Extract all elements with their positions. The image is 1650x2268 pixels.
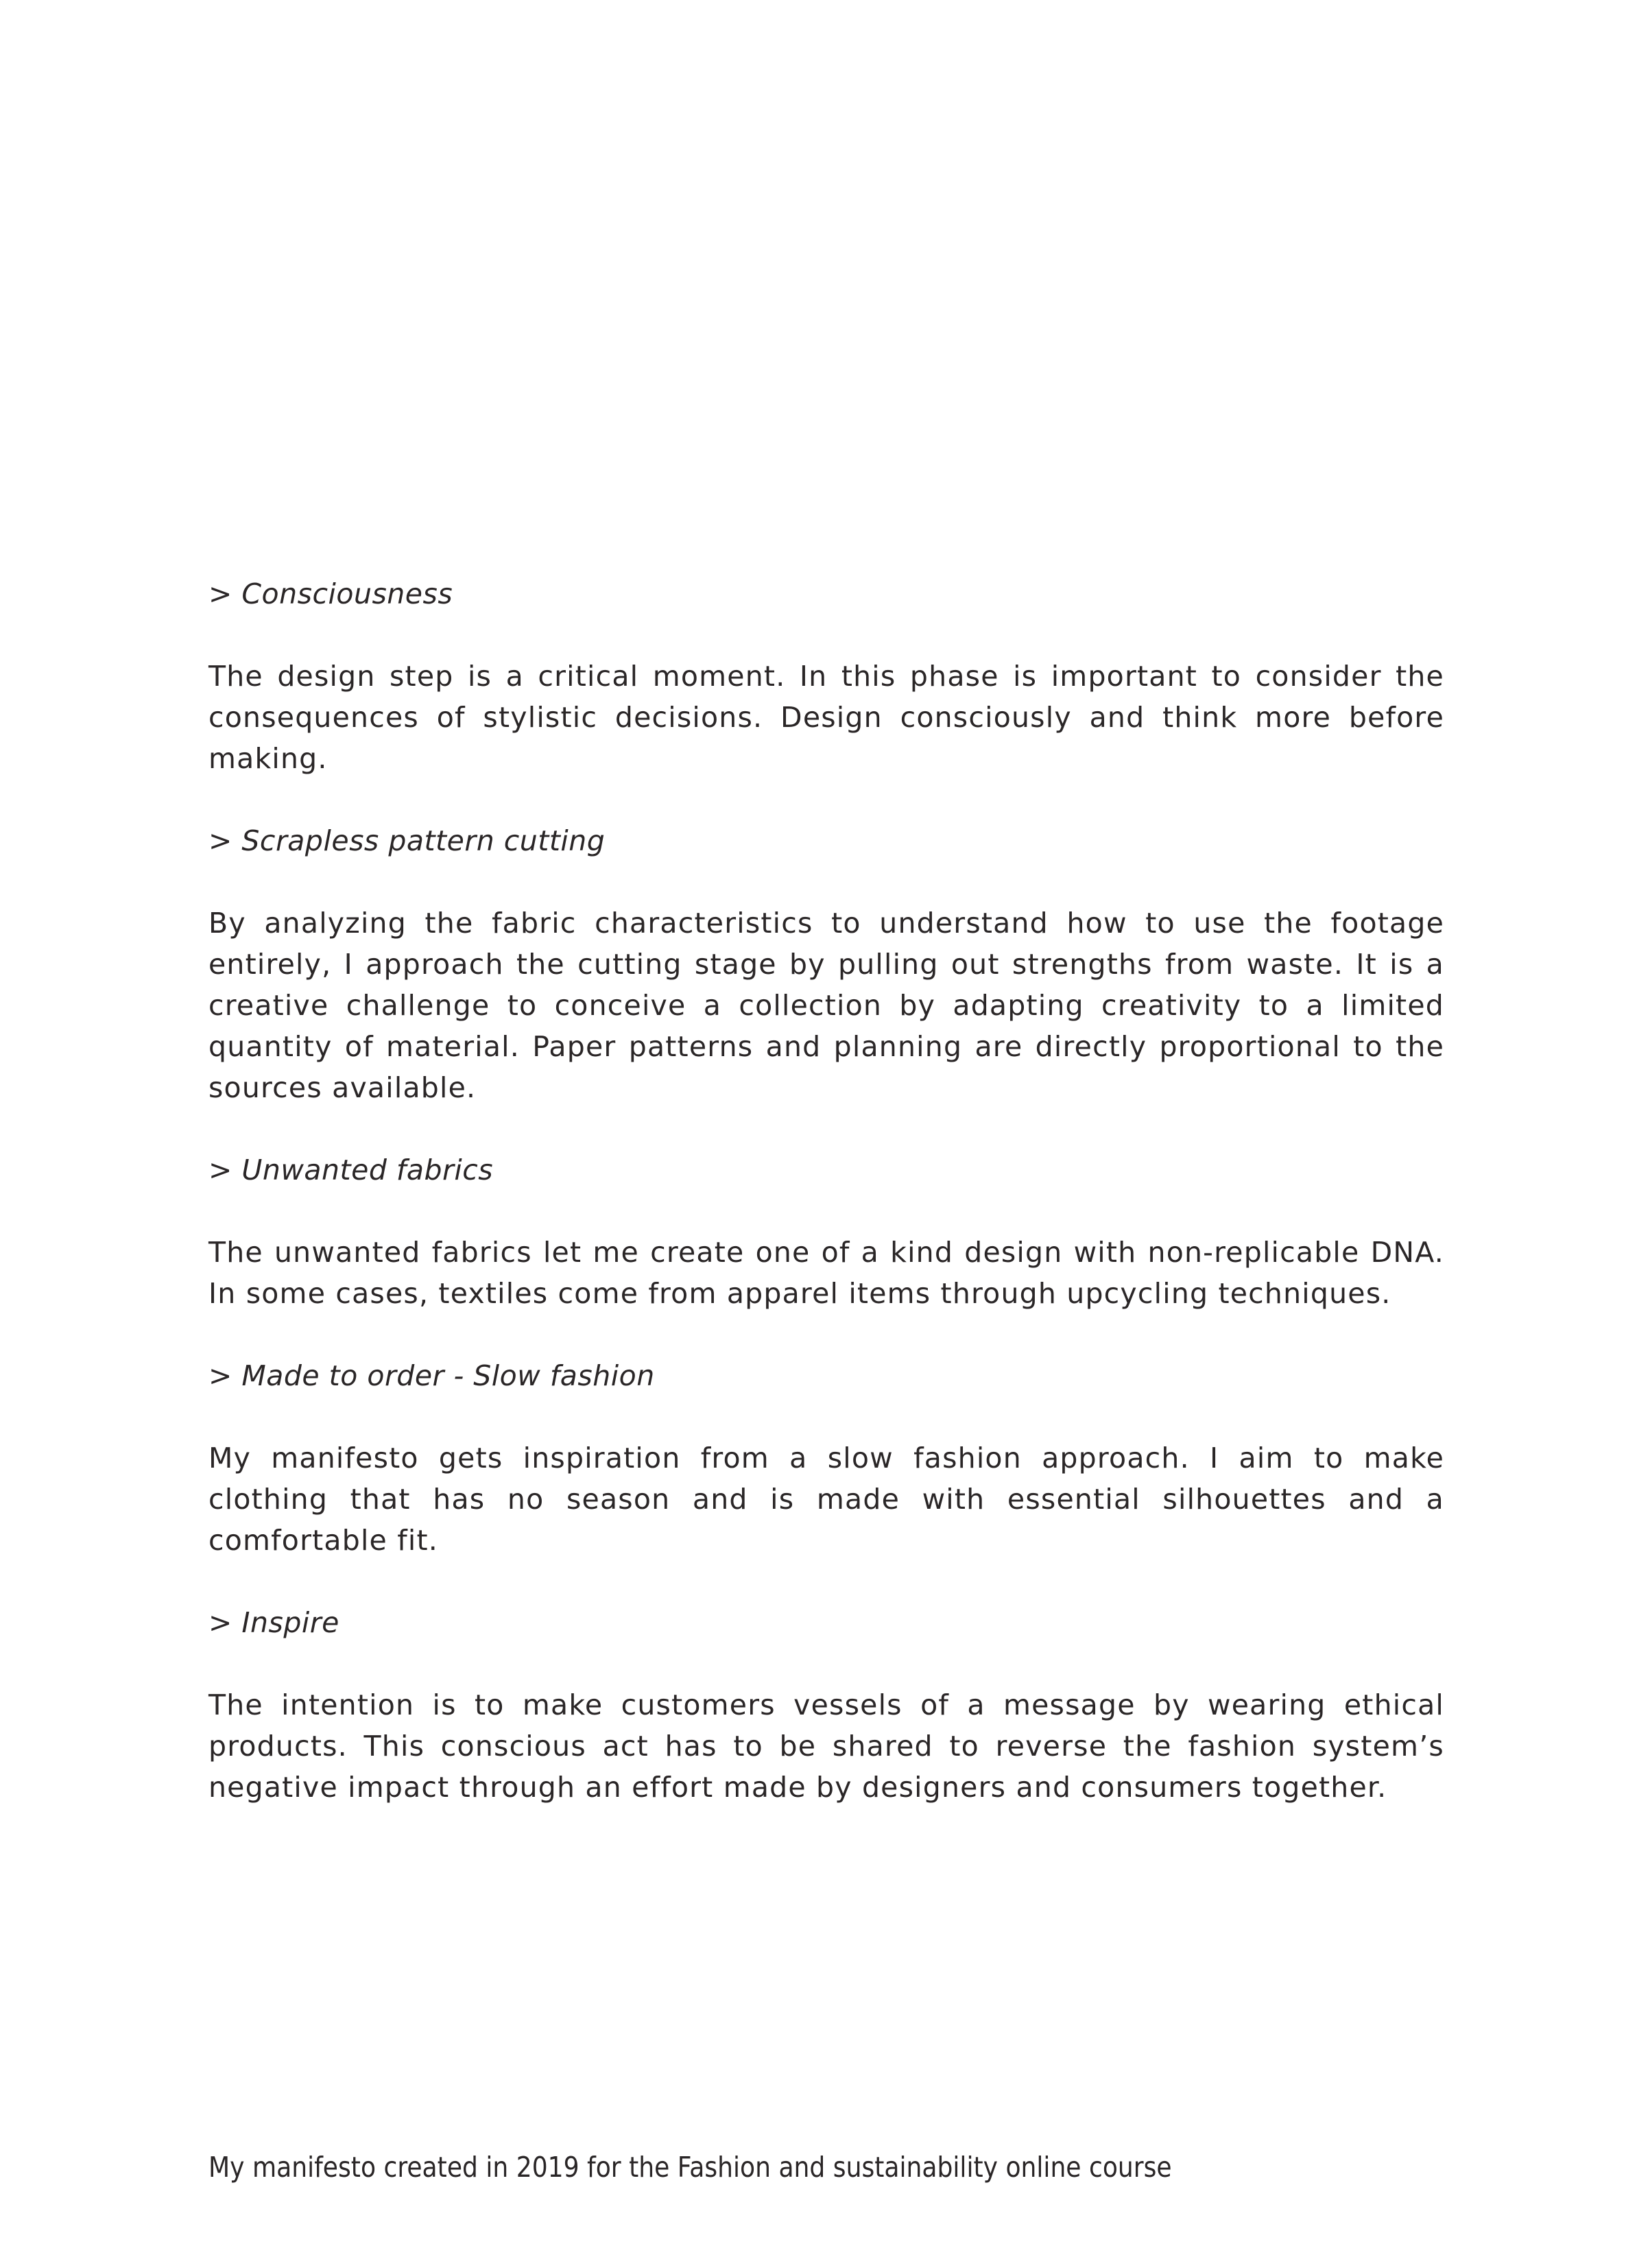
- section-body-made-to-order: My manifesto gets inspiration from a slow fashion approach. I aim to make clothing that has no season and is made with essential silhouettes and a comfortable fit.: [208, 1442, 1444, 1557]
- section-heading-unwanted-fabrics: > Unwanted fabrics: [208, 1154, 494, 1186]
- section-heading-inspire: > Inspire: [208, 1606, 339, 1639]
- section-body-inspire: The intention is to make customers vessels of a message by wearing ethical products. This conscious act has to be shared to reverse the fashion system’s negative impact through an effort made by designers and consumers together.: [208, 1688, 1444, 1804]
- page-footer-caption: My manifesto created in 2019 for the Fashion and sustainability online course: [208, 2151, 1172, 2184]
- section-heading-scrapless-pattern-cutting: > Scrapless pattern cutting: [208, 824, 606, 857]
- section-body-unwanted-fabrics: The unwanted fabrics let me create one of a kind design with non-replicable DNA. In some cases, textiles come from apparel items through upcycling techniques.: [208, 1236, 1444, 1310]
- section-heading-made-to-order: > Made to order - Slow fashion: [208, 1359, 655, 1392]
- section-body-scrapless-pattern-cutting: By analyzing the fabric characteristics to understand how to use the footage entirely, I approach the cutting stage by pulling out strengths from waste. It is a creative challenge to conceive a collection by adapting creativity to a limited quantity of material. Paper patterns and planning are directly proportional to the sources available.: [208, 907, 1444, 1104]
- section-body-consciousness: The design step is a critical moment. In this phase is important to consider the consequences of stylistic decisions. Design consciously and think more before making.: [208, 660, 1444, 775]
- manifesto-content: [208, 573, 1444, 1849]
- section-heading-consciousness: > Consciousness: [208, 577, 453, 610]
